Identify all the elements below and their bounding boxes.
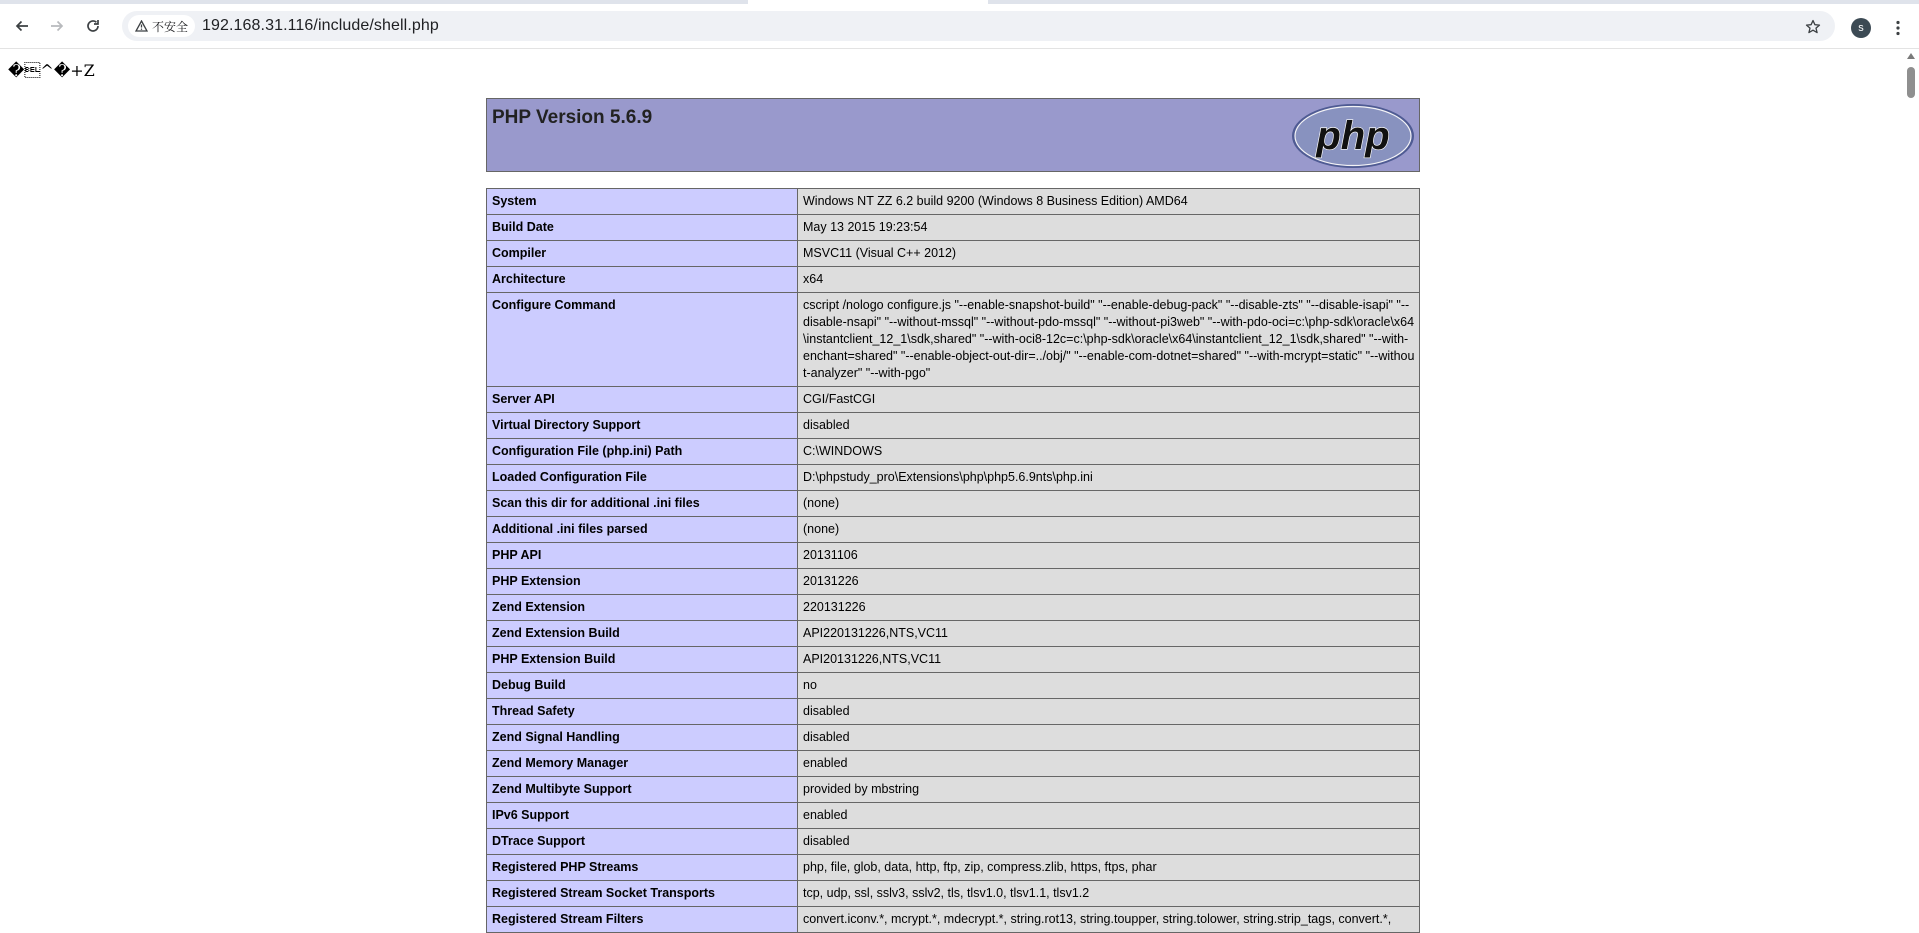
kebab-menu-icon bbox=[1896, 20, 1900, 36]
back-button[interactable] bbox=[8, 12, 36, 40]
row-label: PHP API bbox=[487, 543, 798, 569]
table-row bbox=[487, 293, 1420, 387]
php-logo-text: php bbox=[1316, 114, 1390, 158]
star-icon bbox=[1805, 19, 1821, 35]
row-value: D:\phpstudy_pro\Extensions\php\php5.6.9nts\php.ini bbox=[798, 465, 1420, 491]
table-row bbox=[487, 621, 1420, 647]
php-version-header bbox=[486, 98, 1420, 172]
row-value: May 13 2015 19:23:54 bbox=[798, 215, 1420, 241]
row-value: 20131226 bbox=[798, 569, 1420, 595]
table-row bbox=[487, 241, 1420, 267]
url-text[interactable]: 192.168.31.116/include/shell.php bbox=[202, 17, 439, 34]
row-value: provided by mbstring bbox=[798, 777, 1420, 803]
row-label: Loaded Configuration File bbox=[487, 465, 798, 491]
row-value: enabled bbox=[798, 751, 1420, 777]
table-row bbox=[487, 267, 1420, 293]
row-value: convert.iconv.*, mcrypt.*, mdecrypt.*, string.rot13, string.toupper, string.tolower, string.strip_tags, convert.*, bbox=[798, 907, 1420, 933]
warning-icon bbox=[135, 20, 148, 32]
row-label: Debug Build bbox=[487, 673, 798, 699]
row-value: no bbox=[798, 673, 1420, 699]
row-label: PHP Extension Build bbox=[487, 647, 798, 673]
table-row bbox=[487, 673, 1420, 699]
table-row bbox=[487, 647, 1420, 673]
table-row bbox=[487, 491, 1420, 517]
scroll-thumb[interactable] bbox=[1907, 67, 1915, 98]
table-row bbox=[487, 387, 1420, 413]
back-arrow-icon bbox=[14, 18, 30, 34]
row-value: C:\WINDOWS bbox=[798, 439, 1420, 465]
table-row bbox=[487, 699, 1420, 725]
row-label: Build Date bbox=[487, 215, 798, 241]
table-row bbox=[487, 829, 1420, 855]
table-row bbox=[487, 777, 1420, 803]
table-row bbox=[487, 751, 1420, 777]
row-value: API20131226,NTS,VC11 bbox=[798, 647, 1420, 673]
row-value: tcp, udp, ssl, sslv3, sslv2, tls, tlsv1.0, tlsv1.1, tlsv1.2 bbox=[798, 881, 1420, 907]
row-label: Compiler bbox=[487, 241, 798, 267]
security-label: 不安全 bbox=[152, 19, 189, 34]
row-label: Additional .ini files parsed bbox=[487, 517, 798, 543]
profile-avatar[interactable]: s bbox=[1851, 18, 1871, 38]
vertical-scrollbar[interactable] bbox=[1903, 49, 1919, 926]
browser-menu-button[interactable] bbox=[1888, 16, 1908, 40]
page-viewport bbox=[0, 49, 1919, 926]
table-row bbox=[487, 855, 1420, 881]
row-label: IPv6 Support bbox=[487, 803, 798, 829]
row-label: Zend Signal Handling bbox=[487, 725, 798, 751]
reload-icon bbox=[85, 18, 101, 34]
garbage-output-text: �^�+Z bbox=[8, 61, 95, 80]
row-label: Configure Command bbox=[487, 293, 798, 387]
row-label: Zend Extension bbox=[487, 595, 798, 621]
php-version-title: PHP Version 5.6.9 bbox=[492, 107, 653, 128]
row-label: Configuration File (php.ini) Path bbox=[487, 439, 798, 465]
table-row bbox=[487, 413, 1420, 439]
row-value: x64 bbox=[798, 267, 1420, 293]
table-row bbox=[487, 725, 1420, 751]
row-value: disabled bbox=[798, 699, 1420, 725]
row-value: CGI/FastCGI bbox=[798, 387, 1420, 413]
table-row bbox=[487, 465, 1420, 491]
forward-button[interactable] bbox=[43, 12, 71, 40]
table-row bbox=[487, 907, 1420, 933]
row-label: PHP Extension bbox=[487, 569, 798, 595]
row-label: Registered Stream Socket Transports bbox=[487, 881, 798, 907]
browser-toolbar bbox=[0, 4, 1919, 49]
row-value: (none) bbox=[798, 491, 1420, 517]
row-value: disabled bbox=[798, 413, 1420, 439]
row-value: Windows NT ZZ 6.2 build 9200 (Windows 8 Business Edition) AMD64 bbox=[798, 189, 1420, 215]
table-row bbox=[487, 803, 1420, 829]
reload-button[interactable] bbox=[79, 12, 107, 40]
row-value: cscript /nologo configure.js "--enable-snapshot-build" "--enable-debug-pack" "--disable-zts" "--disable-isapi" "--disable-nsapi" "--without-mssql" "--without-pdo-mssql" "--without-pi3web" "--with-pdo-oci=c:\php-sdk\oracle\x64\instantclient_12_1\sdk,shared" "--with-oci8-12c=c:\php-sdk\oracle\x64\instantclient_12_1\sdk,shared" "--with-enchant=shared" "--enable-object-out-dir=../obj/" "--enable-com-dotnet=shared" "--with-mcrypt=static" "--without-analyzer" "--with-pgo" bbox=[798, 293, 1420, 387]
table-row bbox=[487, 189, 1420, 215]
table-row bbox=[487, 215, 1420, 241]
phpinfo-container bbox=[486, 98, 1420, 933]
row-label: Registered Stream Filters bbox=[487, 907, 798, 933]
table-row bbox=[487, 569, 1420, 595]
row-label: Zend Multibyte Support bbox=[487, 777, 798, 803]
row-label: Architecture bbox=[487, 267, 798, 293]
row-value: php, file, glob, data, http, ftp, zip, compress.zlib, https, ftps, phar bbox=[798, 855, 1420, 881]
row-value: enabled bbox=[798, 803, 1420, 829]
row-value: API220131226,NTS,VC11 bbox=[798, 621, 1420, 647]
row-label: Virtual Directory Support bbox=[487, 413, 798, 439]
php-info-table bbox=[486, 188, 1420, 933]
table-row bbox=[487, 595, 1420, 621]
row-value: disabled bbox=[798, 725, 1420, 751]
row-label: Zend Extension Build bbox=[487, 621, 798, 647]
row-value: disabled bbox=[798, 829, 1420, 855]
table-row bbox=[487, 517, 1420, 543]
row-value: MSVC11 (Visual C++ 2012) bbox=[798, 241, 1420, 267]
table-row bbox=[487, 881, 1420, 907]
scroll-up-arrow-icon[interactable] bbox=[1907, 53, 1915, 59]
row-label: DTrace Support bbox=[487, 829, 798, 855]
table-row bbox=[487, 439, 1420, 465]
bookmark-star-button[interactable] bbox=[1800, 14, 1826, 40]
row-value: (none) bbox=[798, 517, 1420, 543]
address-bar[interactable] bbox=[122, 11, 1835, 41]
row-label: Registered PHP Streams bbox=[487, 855, 798, 881]
row-value: 20131106 bbox=[798, 543, 1420, 569]
row-label: System bbox=[487, 189, 798, 215]
row-label: Thread Safety bbox=[487, 699, 798, 725]
row-label: Server API bbox=[487, 387, 798, 413]
security-chip[interactable] bbox=[128, 15, 195, 37]
row-label: Zend Memory Manager bbox=[487, 751, 798, 777]
forward-arrow-icon bbox=[49, 18, 65, 34]
row-label: Scan this dir for additional .ini files bbox=[487, 491, 798, 517]
php-logo bbox=[1291, 103, 1415, 169]
table-row bbox=[487, 543, 1420, 569]
row-value: 220131226 bbox=[798, 595, 1420, 621]
